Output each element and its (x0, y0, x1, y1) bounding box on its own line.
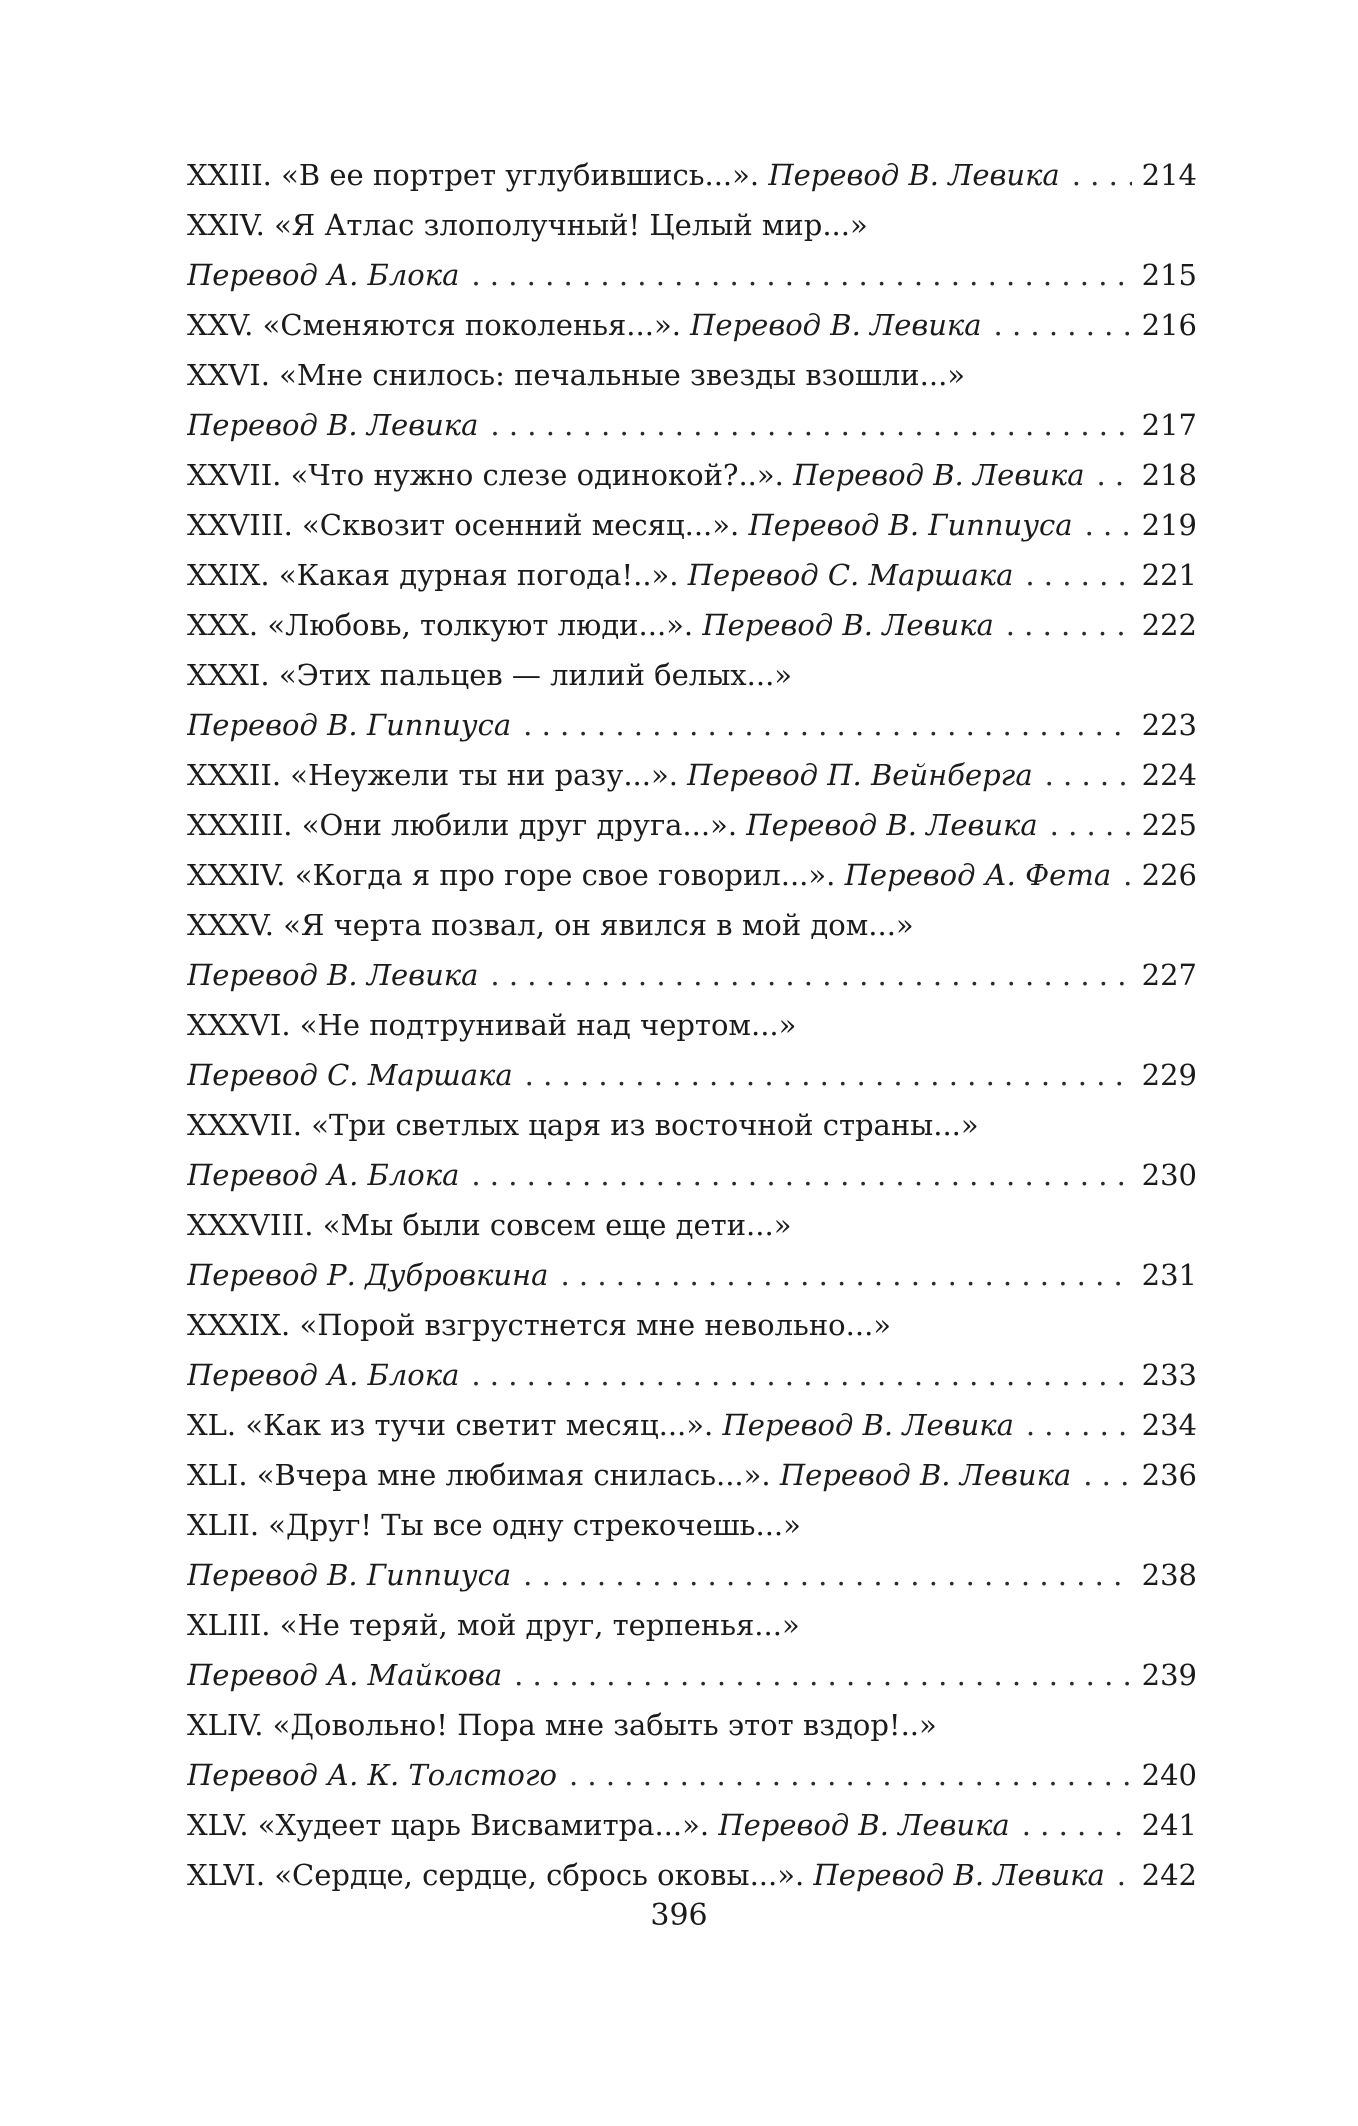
toc-line (187, 1200, 1197, 1250)
dot-leader (560, 1250, 1131, 1300)
page-ref: 233 (1141, 1358, 1197, 1392)
poem-title: «Худеет царь Висвамитра...». (257, 1808, 710, 1842)
toc-line (187, 1100, 1197, 1150)
toc-line (187, 1500, 1197, 1550)
poem-title: «Не теряй, мой друг, терпенья...» (279, 1608, 800, 1642)
dot-leader (1026, 1400, 1132, 1450)
toc-line (187, 700, 1197, 750)
translator: Перевод В. Левика (793, 458, 1085, 492)
toc-line-text (187, 350, 965, 400)
toc-line (187, 600, 1197, 650)
translator: Перевод А. Блока (187, 258, 460, 292)
translator: Перевод В. Левика (779, 1458, 1072, 1492)
entry-number: XXXI. (187, 658, 270, 692)
page-ref: 215 (1141, 258, 1197, 292)
toc-line (187, 1650, 1197, 1700)
translator: Перевод В. Левика (702, 608, 994, 642)
toc-line (187, 1000, 1197, 1050)
toc-line (187, 200, 1197, 250)
table-of-contents (187, 150, 1197, 1900)
toc-line (187, 1150, 1197, 1200)
toc-line (187, 1400, 1197, 1450)
dot-leader (1085, 500, 1132, 550)
dot-leader (1050, 800, 1132, 850)
toc-line (187, 550, 1197, 600)
page-ref: 227 (1141, 958, 1197, 992)
toc-line-text (187, 700, 511, 750)
page-ref: 226 (1141, 858, 1197, 892)
entry-number: XLI. (187, 1458, 248, 1492)
dot-leader (569, 1750, 1132, 1800)
page-ref: 238 (1141, 1558, 1197, 1592)
toc-line (187, 650, 1197, 700)
toc-line-text (187, 1100, 979, 1150)
toc-line (187, 1700, 1197, 1750)
toc-line-text (187, 1550, 511, 1600)
translator: Перевод П. Вейнберга (687, 758, 1033, 792)
toc-line (187, 800, 1197, 850)
entry-number: XXXVI. (187, 1008, 291, 1042)
entry-number: XXXIII. (187, 808, 293, 842)
dot-leader (1006, 600, 1132, 650)
translator: Перевод А. К. Толстого (187, 1758, 557, 1792)
toc-line-text (187, 600, 994, 650)
page-ref: 225 (1141, 808, 1197, 842)
translator: Перевод В. Левика (718, 1808, 1010, 1842)
toc-line-text (187, 1850, 1105, 1900)
page-ref: 214 (1141, 158, 1197, 192)
toc-line-text (187, 1400, 1014, 1450)
translator: Перевод В. Левика (768, 158, 1060, 192)
toc-line-text (187, 750, 1033, 800)
entry-number: XXXII. (187, 758, 282, 792)
page-ref: 230 (1141, 1158, 1197, 1192)
toc-line-text (187, 1800, 1010, 1850)
toc-line (187, 1300, 1197, 1350)
entry-number: XXIV. (187, 208, 265, 242)
translator: Перевод В. Левика (813, 1858, 1105, 1892)
toc-line (187, 500, 1197, 550)
toc-line-text (187, 300, 982, 350)
toc-line-text (187, 1450, 1071, 1500)
page-ref: 224 (1141, 758, 1197, 792)
poem-title: «Что нужно слезе одинокой?..». (290, 458, 784, 492)
poem-title: «Я Атлас злополучный! Целый мир...» (274, 208, 868, 242)
toc-line-text (187, 450, 1084, 500)
poem-title: «Друг! Ты все одну стрекочешь...» (268, 1508, 801, 1542)
page-ref: 222 (1141, 608, 1197, 642)
toc-line-text (187, 500, 1073, 550)
translator: Перевод В. Левика (187, 958, 479, 992)
translator: Перевод А. Майкова (187, 1658, 503, 1692)
entry-number: XXIX. (187, 558, 270, 592)
poem-title: «В ее портрет углубившись...». (281, 158, 760, 192)
poem-title: «Неужели ты ни разу...». (290, 758, 678, 792)
page-ref: 241 (1141, 1808, 1197, 1842)
entry-number: XXXVII. (187, 1108, 303, 1142)
page-ref: 229 (1141, 1058, 1197, 1092)
poem-title: «Сменяются поколенья...». (262, 308, 681, 342)
toc-line-text (187, 1350, 459, 1400)
toc-line (187, 950, 1197, 1000)
toc-line-text (187, 1200, 791, 1250)
toc-line-text (187, 1700, 937, 1750)
poem-title: «Я черта позвал, он явился в мой дом...» (283, 908, 914, 942)
dot-leader (1045, 750, 1132, 800)
translator: Перевод В. Левика (746, 808, 1038, 842)
page-ref: 239 (1141, 1658, 1197, 1692)
entry-number: XLV. (187, 1808, 249, 1842)
entry-number: XXXV. (187, 908, 275, 942)
poem-title: «Какая дурная погода!..». (278, 558, 679, 592)
toc-line (187, 350, 1197, 400)
toc-line-text (187, 1050, 513, 1100)
translator: Перевод А. Блока (187, 1158, 460, 1192)
poem-title: «Этих пальцев — лилий белых...» (278, 658, 793, 692)
entry-number: XLII. (187, 1508, 260, 1542)
entry-number: XXXIX. (187, 1308, 291, 1342)
translator: Перевод А. Фета (844, 858, 1112, 892)
poem-title: «Не подтрунивай над чертом...» (299, 1008, 797, 1042)
entry-number: XL. (187, 1408, 237, 1442)
dot-leader (1117, 1850, 1132, 1900)
dot-leader (1096, 450, 1131, 500)
toc-line-text (187, 1650, 502, 1700)
toc-line-text (187, 1750, 557, 1800)
dot-leader (471, 250, 1131, 300)
page-ref: 231 (1141, 1258, 1197, 1292)
toc-line (187, 1550, 1197, 1600)
dot-leader (1083, 1450, 1131, 1500)
toc-line (187, 250, 1197, 300)
toc-line-text (187, 400, 478, 450)
toc-line (187, 450, 1197, 500)
toc-line (187, 850, 1197, 900)
page-number: 396 (650, 1898, 708, 1933)
poem-title: «Как из тучи светит месяц...». (245, 1408, 714, 1442)
toc-line-text (187, 850, 1111, 900)
toc-line (187, 1600, 1197, 1650)
entry-number: XLVI. (187, 1858, 266, 1892)
poem-title: «Сердце, сердце, сбрось оковы...». (274, 1858, 805, 1892)
page-ref: 216 (1141, 308, 1197, 342)
dot-leader (994, 300, 1132, 350)
toc-line (187, 300, 1197, 350)
toc-line (187, 150, 1197, 200)
toc-line (187, 900, 1197, 950)
entry-number: XXV. (187, 308, 254, 342)
dot-leader (471, 1150, 1131, 1200)
page-ref: 217 (1141, 408, 1197, 442)
translator: Перевод В. Гиппиуса (187, 1558, 512, 1592)
page-ref: 219 (1141, 508, 1197, 542)
toc-line-text (187, 1150, 459, 1200)
entry-number: XXIII. (187, 158, 272, 192)
poem-title: «Сквозит осенний месяц...». (302, 508, 740, 542)
page-ref: 240 (1141, 1758, 1197, 1792)
entry-number: XXVI. (187, 358, 270, 392)
toc-line-text (187, 550, 1013, 600)
translator: Перевод А. Блока (187, 1358, 460, 1392)
dot-leader (1072, 150, 1132, 200)
translator: Перевод В. Левика (722, 1408, 1014, 1442)
toc-line-text (187, 1000, 796, 1050)
toc-line-text (187, 1500, 801, 1550)
entry-number: XXVII. (187, 458, 282, 492)
entry-number: XXX. (187, 608, 259, 642)
toc-line-text (187, 950, 478, 1000)
dot-leader (1022, 1800, 1132, 1850)
translator: Перевод Р. Дубровкина (187, 1258, 549, 1292)
dot-leader (471, 1350, 1131, 1400)
poem-title: «Мы были совсем еще дети...» (322, 1208, 792, 1242)
poem-title: «Вчера мне любимая снилась...». (256, 1458, 771, 1492)
toc-line-text (187, 200, 868, 250)
toc-line (187, 750, 1197, 800)
page-ref: 236 (1141, 1458, 1197, 1492)
dot-leader (1025, 550, 1131, 600)
toc-line (187, 1850, 1197, 1900)
translator: Перевод В. Левика (187, 408, 479, 442)
page-ref: 223 (1141, 708, 1197, 742)
dot-leader (523, 700, 1132, 750)
translator: Перевод В. Левика (690, 308, 982, 342)
entry-number: XXXVIII. (187, 1208, 314, 1242)
poem-title: «Три светлых царя из восточной страны...» (311, 1108, 979, 1142)
toc-line-text (187, 250, 459, 300)
translator: Перевод В. Гиппиуса (748, 508, 1073, 542)
poem-title: «Довольно! Пора мне забыть этот вздор!..» (272, 1708, 937, 1742)
poem-title: «Мне снилось: печальные звезды взошли...» (279, 358, 966, 392)
toc-line-text (187, 1600, 800, 1650)
entry-number: XXVIII. (187, 508, 293, 542)
dot-leader (490, 400, 1131, 450)
dot-leader (1123, 850, 1132, 900)
toc-line (187, 1250, 1197, 1300)
dot-leader (523, 1550, 1132, 1600)
toc-line-text (187, 800, 1038, 850)
toc-line-text (187, 900, 914, 950)
page-ref: 242 (1141, 1858, 1197, 1892)
toc-line-text (187, 1250, 548, 1300)
entry-number: XLIII. (187, 1608, 271, 1642)
toc-line (187, 1350, 1197, 1400)
dot-leader (514, 1650, 1132, 1700)
entry-number: XXXIV. (187, 858, 286, 892)
page-ref: 218 (1141, 458, 1197, 492)
toc-line-text (187, 650, 792, 700)
page-ref: 234 (1141, 1408, 1197, 1442)
toc-line (187, 400, 1197, 450)
poem-title: «Порой взгрустнется мне невольно...» (299, 1308, 892, 1342)
poem-title: «Любовь, толкуют люди...». (267, 608, 694, 642)
dot-leader (525, 1050, 1132, 1100)
toc-line (187, 1750, 1197, 1800)
entry-number: XLIV. (187, 1708, 264, 1742)
translator: Перевод С. Маршака (187, 1058, 513, 1092)
toc-line (187, 1050, 1197, 1100)
dot-leader (490, 950, 1131, 1000)
page-ref: 221 (1141, 558, 1197, 592)
toc-line-text (187, 1300, 891, 1350)
translator: Перевод С. Маршака (687, 558, 1014, 592)
poem-title: «Они любили друг друга...». (301, 808, 738, 842)
poem-title: «Когда я про горе свое говорил...». (294, 858, 836, 892)
toc-line (187, 1450, 1197, 1500)
translator: Перевод В. Гиппиуса (187, 708, 512, 742)
toc-line (187, 1800, 1197, 1850)
toc-line-text (187, 150, 1060, 200)
